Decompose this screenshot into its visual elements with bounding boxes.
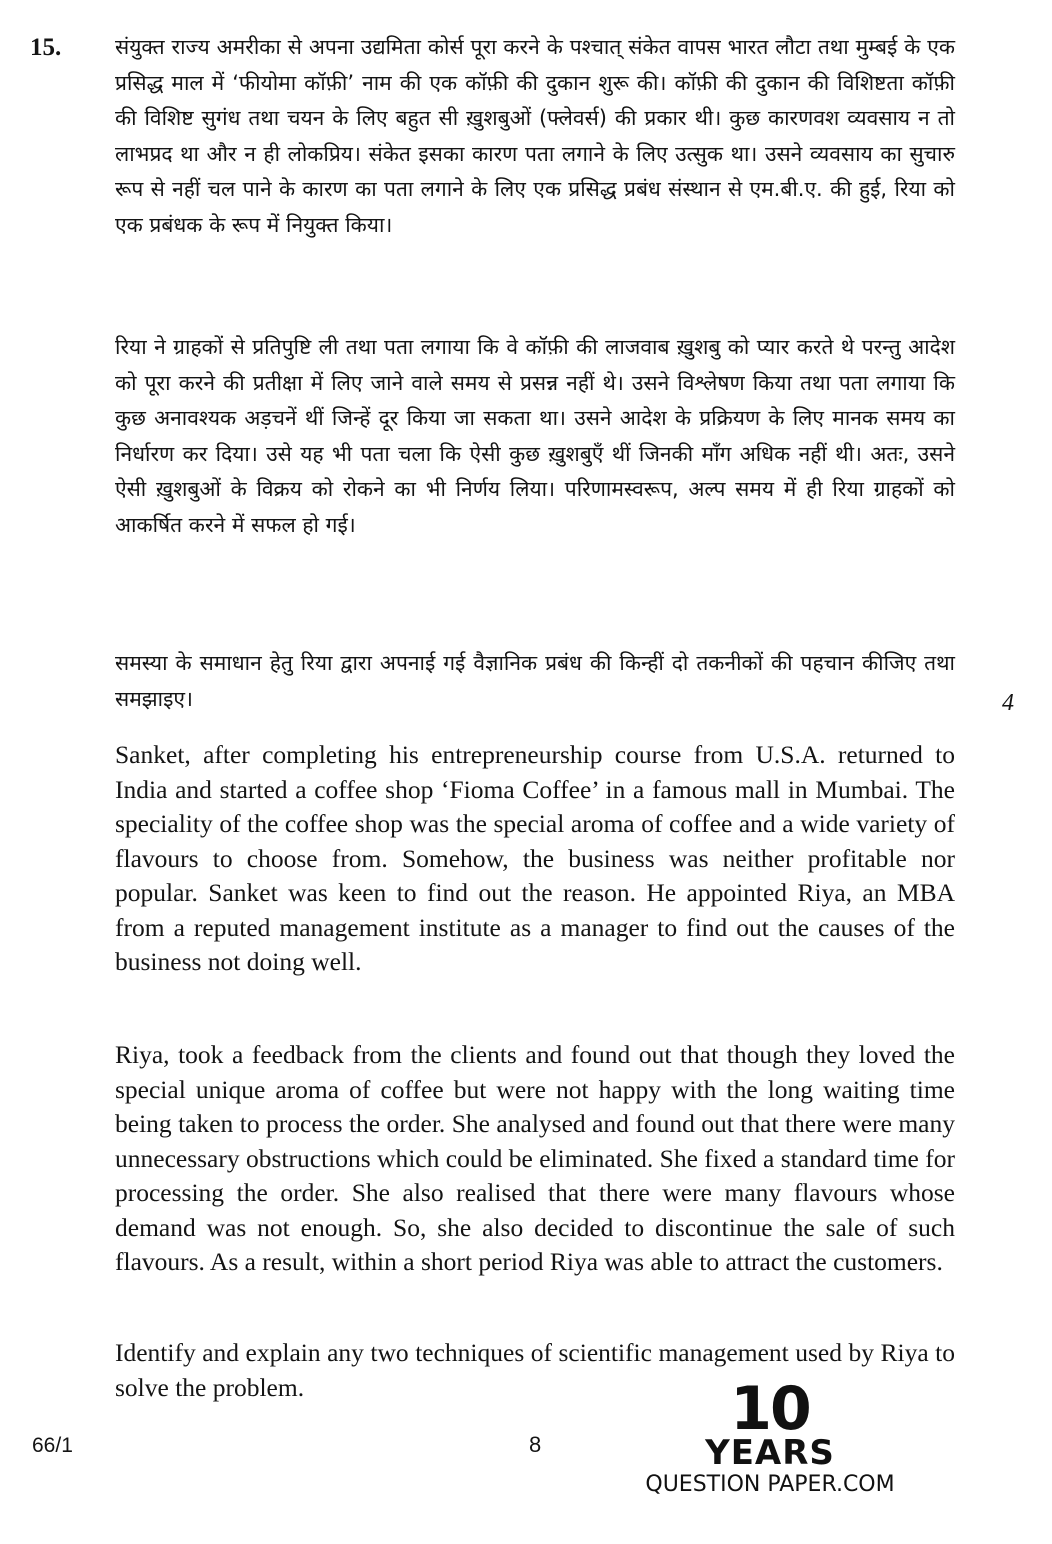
logo-site: QUESTION PAPER.COM [645, 1472, 895, 1497]
hindi-paragraph-2: रिया ने ग्राहकों से प्रतिपुष्टि ली तथा पता लगाया कि वे कॉफ़ी की लाजवाब ख़ुशबु को प्यार करते थे परन्तु आदेश को पूरा करने की प्रतीक्षा में लिए जाने वाले समय से प्रसन्न नहीं थे। उसने विश्लेषण किया तथा पता लगाया कि कुछ अनावश्यक अड़चनें थीं जिन्हें दूर किया जा सकता था। उसने आदेश के प्रक्रियण के लिए मानक समय का निर्धारण कर दिया। उसे यह भी पता चला कि ऐसी कुछ ख़ुशबुएँ थीं जिनकी माँग अधिक नहीं थी। अतः, उसने ऐसी ख़ुशबुओं के विक्रय को रोकने का भी निर्णय लिया। परिणामस्वरूप, अल्प समय में ही रिया ग्राहकों को आकर्षित करने में सफल हो गई। [115, 335, 955, 537]
page-number: 8 [529, 1432, 542, 1457]
logo-number: 10 [730, 1374, 810, 1444]
logo-years: YEARS [705, 1433, 835, 1473]
paper-code: 66/1 [32, 1434, 73, 1457]
english-question: Identify and explain any two techniques of scientific management used by Riya to solve the problem. [115, 1338, 955, 1402]
question-number: 15. [30, 34, 62, 61]
english-paragraph-2: Riya, took a feedback from the clients and found out that though they loved the special unique aroma of coffee but were not happy with the long waiting time being taken to process the order. She analysed and found out that there were many unnecessary obstructions which could be eliminated. She fixed a standard time for processing the order. She also realised that there were many flavours whose demand was not enough. So, she also decided to discontinue the sale of such flavours. As a result, within a short period Riya was able to attract the customers. [115, 1040, 955, 1276]
watermark-logo [640, 1374, 900, 1498]
marks-label: 4 [1002, 690, 1014, 716]
hindi-paragraph-1: संयुक्त राज्य अमरीका से अपना उद्यमिता कोर्स पूरा करने के पश्चात् संकेत वापस भारत लौटा तथा मुम्बई के एक प्रसिद्ध माल में ‘फीयोमा कॉफ़ी’ नाम की एक कॉफ़ी की दुकान शुरू की। कॉफ़ी की दुकान की विशिष्टता कॉफ़ी की विशिष्ट सुगंध तथा चयन के लिए बहुत सी ख़ुशबुओं (फ्लेवर्स) की प्रकार थी। कुछ कारणवश व्यवसाय न तो लाभप्रद था और न ही लोकप्रिय। संकेत इसका कारण पता लगाने के लिए उत्सुक था। उसने व्यवसाय का सुचारु रूप से नहीं चल पाने के कारण का पता लगाने के लिए एक प्रसिद्ध प्रबंध संस्थान से एम.बी.ए. की हुई, रिया को एक प्रबंधक के रूप में नियुक्त किया। [115, 35, 955, 237]
hindi-question: समस्या के समाधान हेतु रिया द्वारा अपनाई गई वैज्ञानिक प्रबंध की किन्हीं दो तकनीकों की पहचान कीजिए तथा समझाइए। [115, 651, 955, 711]
english-paragraph-1: Sanket, after completing his entrepreneurship course from U.S.A. returned to India and started a coffee shop ‘Fioma Coffee’ in a famous mall in Mumbai. The speciality of the coffee shop was the special aroma of coffee and a wide variety of flavours to choose from. Somehow, the business was neither profitable nor popular. Sanket was keen to find out the reason. He appointed Riya, an MBA from a reputed management institute as a manager to find out the causes of the business not doing well. [115, 740, 955, 976]
